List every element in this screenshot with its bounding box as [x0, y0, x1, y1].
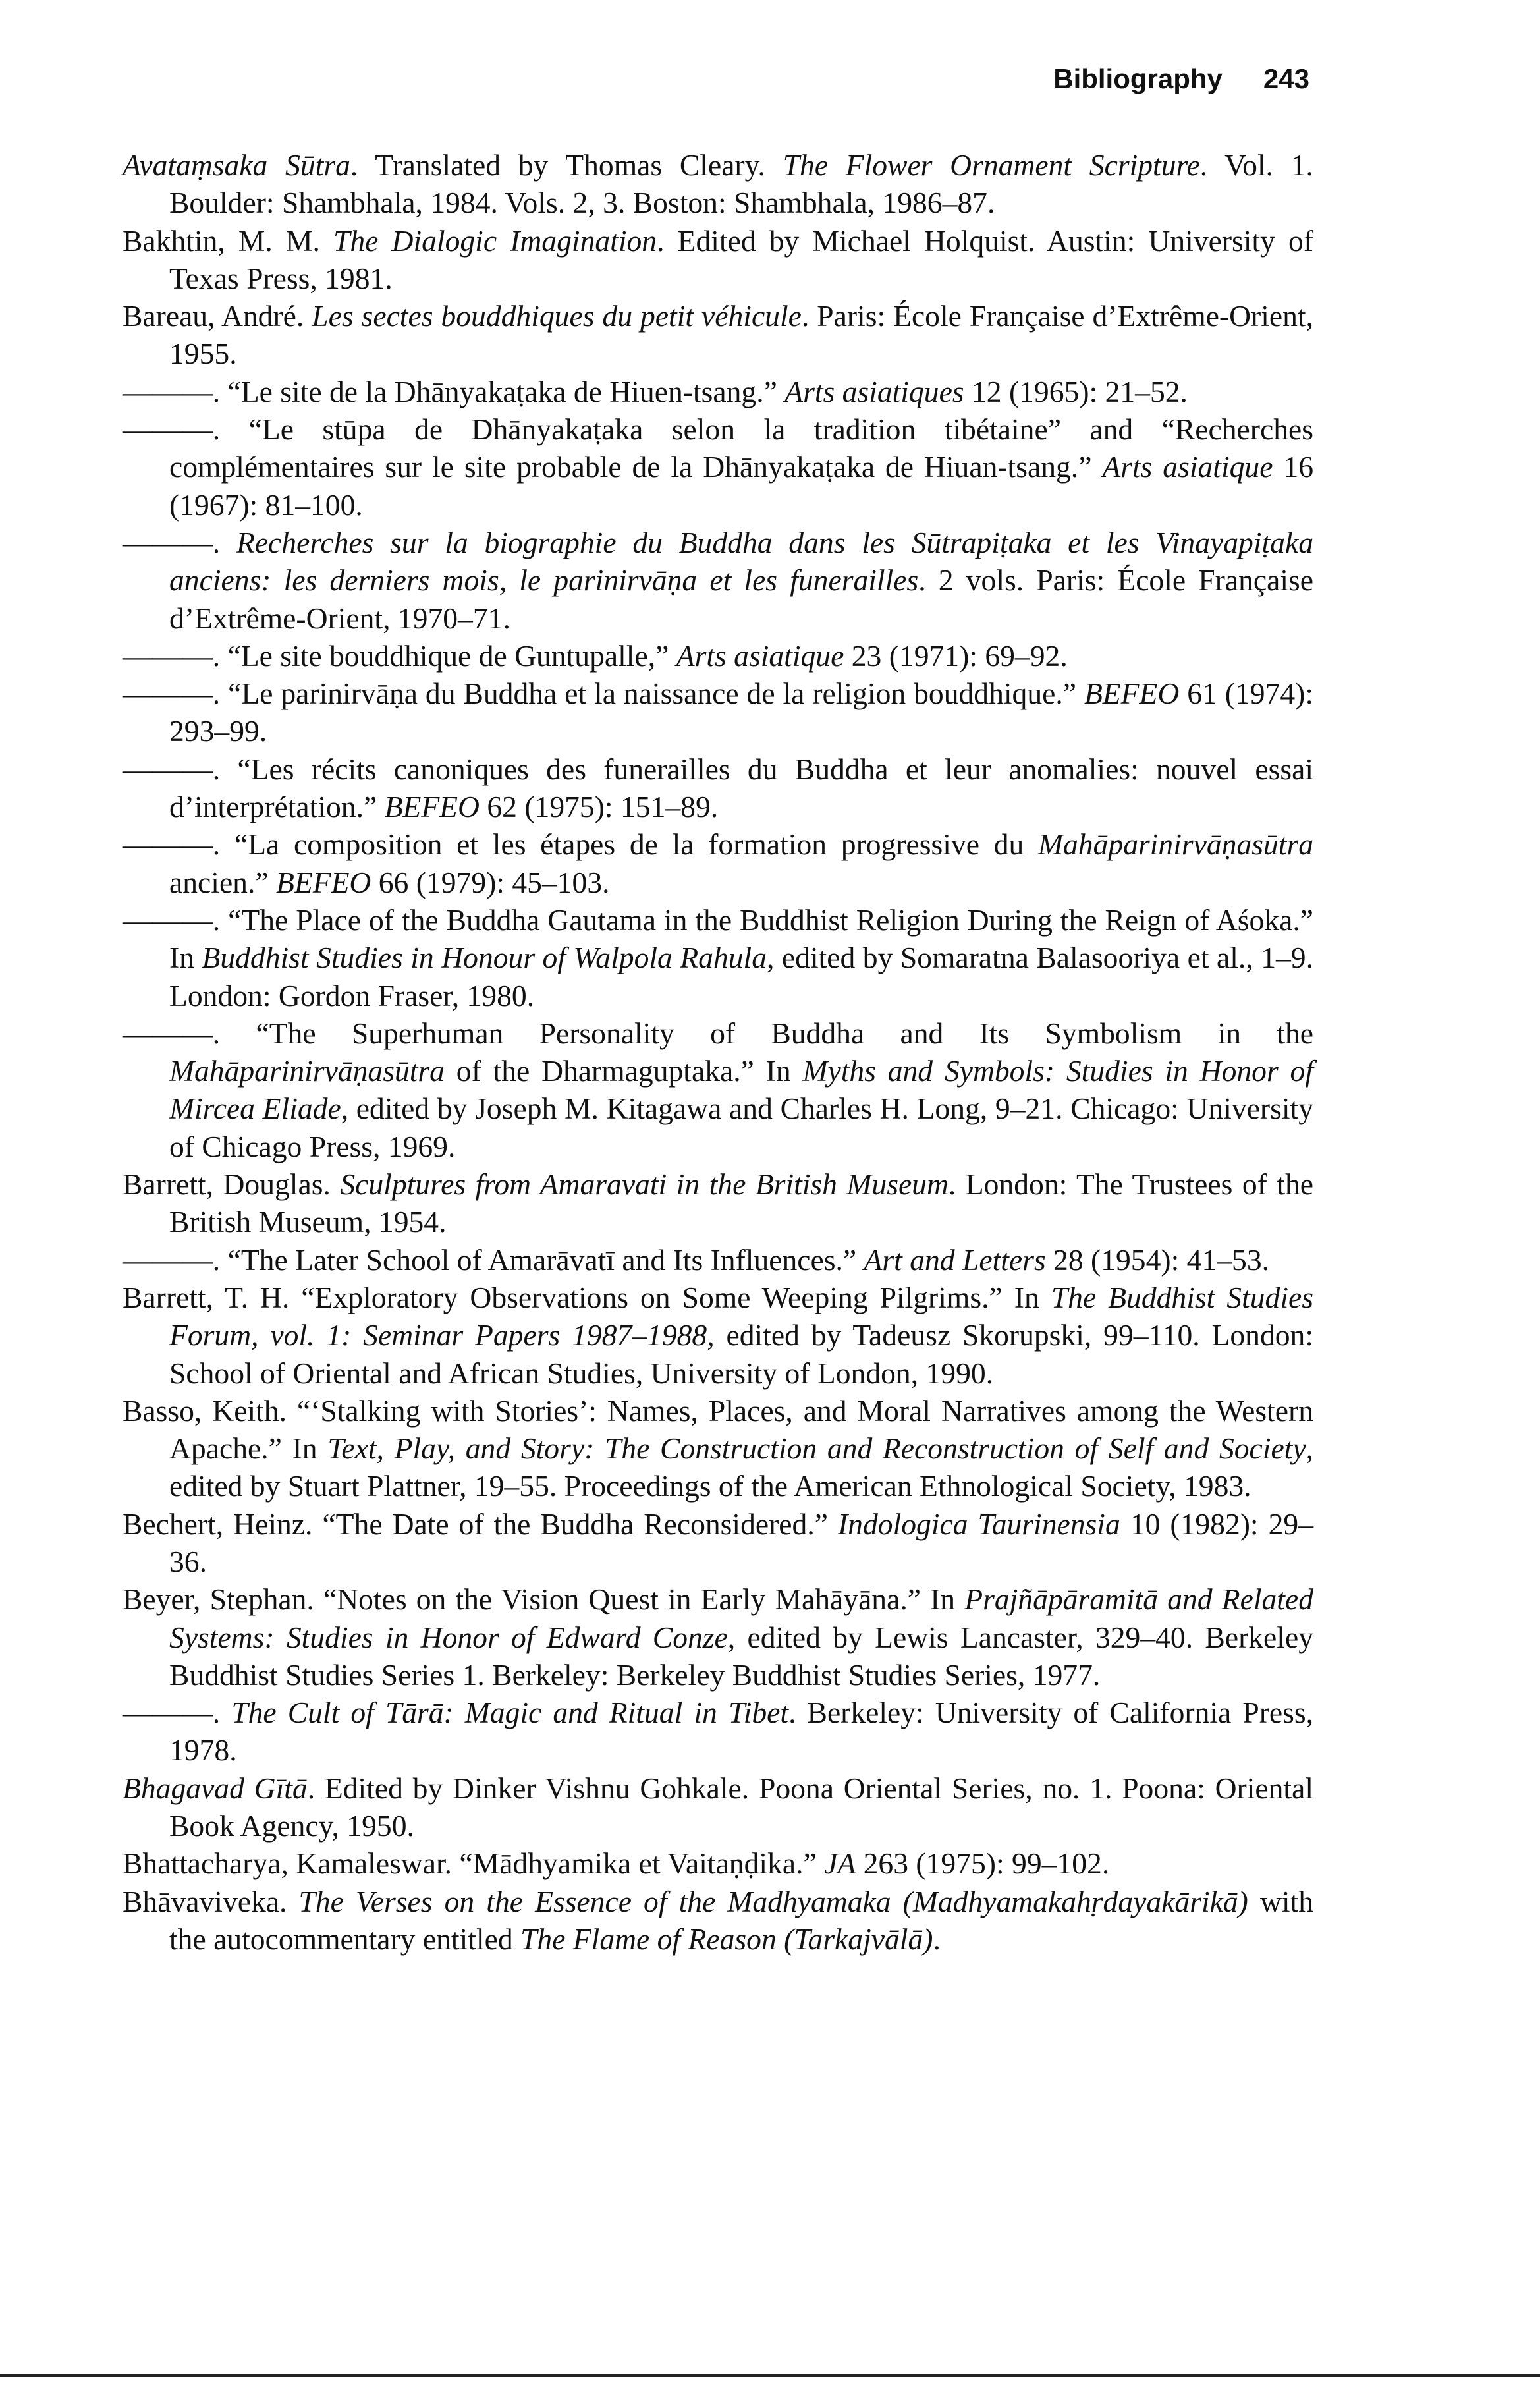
entry-text: Barrett, T. H. “Exploratory Observations on Some Weeping Pilgrims.” In [123, 1280, 1051, 1314]
entry-text: 28 (1954): 41–53. [1045, 1242, 1270, 1277]
entry-text: ———. “Le site de la Dhānyakaṭaka de Hiuen-tsang.” [123, 374, 785, 408]
entry-text: ———. “The Later School of Amarāvatī and Its Influences.” [123, 1242, 864, 1277]
entry-title-italic: The Verses on the Essence of the Madhyamaka (Madhyamakahṛdayakārikā) [298, 1884, 1248, 1918]
entry-text: Bareau, André. [123, 299, 312, 333]
entry-title-italic: Avataṃsaka Sūtra [123, 148, 350, 182]
entry-title-italic: Les sectes bouddhiques du petit véhicule [312, 299, 802, 333]
entry-title-italic: Bhagavad Gītā [123, 1771, 308, 1805]
entry-title-italic: The Flower Ornament Scripture [783, 148, 1200, 182]
bibliography-entry [123, 373, 1313, 410]
entry-title-italic: Recherches sur la biographie du Buddha dans les Sūtrapiṭaka et les Vinayapiṭaka anciens: les derniers mois, le parinirvāṇa et les funerailles [169, 525, 1314, 597]
entry-text: Bechert, Heinz. “The Date of the Buddha Reconsidered.” [123, 1507, 838, 1541]
entry-text: ———. [123, 1696, 232, 1730]
entry-text: ancien.” [169, 865, 277, 899]
bibliography-entry [123, 1505, 1313, 1581]
bibliography-entry [123, 1580, 1313, 1694]
bibliography-entry [123, 297, 1313, 373]
entry-text: 66 (1979): 45–103. [371, 865, 610, 899]
entry-text: . London: The Trustees of the British Museum, 1954. [169, 1167, 1313, 1239]
entry-text: , edited by Tadeusz Skorupski, 99–110. London: School of Oriental and African Studies, University of London, 1990. [169, 1318, 1314, 1390]
entry-text: , edited by Joseph M. Kitagawa and Charles H. Long, 9–21. Chicago: University of Chicago Press, 1969. [169, 1092, 1313, 1163]
entry-text: ———. “The Superhuman Personality of Buddha and Its Symbolism in the [123, 1016, 1313, 1050]
entry-text: . [933, 1922, 941, 1956]
bibliography-entry [123, 675, 1313, 750]
entry-text: , edited by Somaratna Balasooriya et al., 1–9. London: Gordon Fraser, 1980. [169, 941, 1313, 1013]
entry-title-italic: The Flame of Reason (Tarkajvālā) [520, 1922, 933, 1956]
entry-text: 263 (1975): 99–102. [856, 1846, 1110, 1881]
bibliography-entry [123, 222, 1313, 298]
running-header-title: Bibliography [1053, 63, 1223, 94]
page-number: 243 [1263, 63, 1309, 94]
bibliography-entry [123, 1279, 1313, 1392]
entry-title-italic: Prajñāpāramitā and Related Systems: Studies in Honor of Edward Conze [169, 1582, 1313, 1654]
entry-title-italic: Mahāparinirvāṇasūtra [1038, 827, 1313, 862]
entry-text: of the Dharmaguptaka.” In [444, 1054, 803, 1088]
entry-text: 62 (1975): 151–89. [479, 790, 719, 824]
entry-text: Bhattacharya, Kamaleswar. “Mādhyamika et Vaitaṇḍika.” [123, 1846, 825, 1881]
entry-text: . Edited by Michael Holquist. Austin: University of Texas Press, 1981. [169, 223, 1314, 295]
bibliography-entry [123, 1014, 1313, 1165]
entry-text: 23 (1971): 69–92. [844, 638, 1068, 673]
bibliography-entry [123, 637, 1313, 675]
entry-text: 10 (1982): 29–36. [169, 1507, 1314, 1578]
bibliography-entry [123, 410, 1313, 524]
entry-title-italic: Myths and Symbols: Studies in Honor of Mircea Eliade [169, 1054, 1313, 1126]
entry-title-italic: Arts asiatiques [784, 374, 964, 408]
scan-edge-rule [0, 2374, 1540, 2377]
entry-title-italic: Indologica Taurinensia [838, 1507, 1120, 1541]
entry-title-italic: JA [824, 1846, 856, 1881]
bibliography-entry [123, 1694, 1313, 1769]
bibliography-entry [123, 750, 1313, 826]
entry-title-italic: Art and Letters [864, 1242, 1046, 1277]
entry-text: . Vol. 1. Boulder: Shambhala, 1984. Vols. 2, 3. Boston: Shambhala, 1986–87. [169, 148, 1313, 220]
entry-title-italic: Buddhist Studies in Honour of Walpola Rahula [202, 941, 767, 975]
entry-text: ———. “The Place of the Buddha Gautama in the Buddhist Religion During the Reign of Aśoka.” In [123, 902, 1313, 975]
entry-text: 16 (1967): 81–100. [169, 450, 1313, 522]
bibliography-list [123, 146, 1313, 1958]
entry-text: 12 (1965): 21–52. [964, 374, 1188, 408]
entry-title-italic: BEFEO [1084, 677, 1180, 711]
bibliography-entry [123, 825, 1313, 901]
entry-text: with the autocommentary entitled [169, 1884, 1314, 1956]
bibliography-entry [123, 1845, 1313, 1882]
entry-text: Basso, Keith. “‘Stalking with Stories’: Names, Places, and Moral Narratives among the Western Apache.” In [123, 1393, 1313, 1466]
entry-text: Barrett, Douglas. [123, 1167, 341, 1202]
bibliography-entry [123, 1392, 1313, 1505]
entry-text: . Paris: École Française d’Extrême-Orient, 1955. [169, 299, 1313, 371]
entry-title-italic: Arts asiatique [676, 638, 844, 673]
bibliography-entry [123, 901, 1313, 1014]
entry-text: , edited by Lewis Lancaster, 329–40. Berkeley Buddhist Studies Series 1. Berkeley: Berkeley Buddhist Studies Series, 1977. [169, 1620, 1313, 1692]
entry-text: ———. “Les récits canoniques des funerailles du Buddha et leur anomalies: nouvel essai d’interprétation.” [123, 752, 1313, 824]
entry-text: Bhāvaviveka. [123, 1884, 299, 1918]
entry-text: . Edited by Dinker Vishnu Gohkale. Poona Oriental Series, no. 1. Poona: Oriental Book Agency, 1950. [169, 1771, 1314, 1843]
entry-title-italic: Sculptures from Amaravati in the British Museum [340, 1167, 949, 1202]
bibliography-entry [123, 1769, 1313, 1845]
entry-title-italic: BEFEO [276, 865, 371, 899]
entry-text: . Translated by Thomas Cleary. [350, 148, 783, 182]
bibliography-entry [123, 1241, 1313, 1279]
entry-title-italic: BEFEO [384, 790, 480, 824]
entry-title-italic: Text, Play, and Story: The Construction and Reconstruction of Self and Society [327, 1431, 1306, 1466]
entry-title-italic: The Cult of Tārā: Magic and Ritual in Tibet [231, 1696, 789, 1730]
entry-title-italic: Arts asiatique [1102, 450, 1273, 484]
bibliography-entry [123, 1883, 1313, 1958]
bibliography-entry [123, 146, 1313, 222]
bibliography-entry [123, 1165, 1313, 1241]
entry-text: ———. “La composition et les étapes de la formation progressive du [123, 827, 1039, 862]
entry-title-italic: The Dialogic Imagination [333, 223, 657, 258]
entry-text: ———. [123, 525, 236, 559]
entry-text: ———. “Le site bouddhique de Guntupalle,” [123, 638, 676, 673]
entry-text: Beyer, Stephan. “Notes on the Vision Quest in Early Mahāyāna.” In [123, 1582, 965, 1617]
entry-text: ———. “Le stūpa de Dhānyakaṭaka selon la tradition tibétaine” and “Recherches complémentaires sur le site probable de la Dhānyakaṭaka de Hiuan-tsang.” [123, 412, 1313, 484]
entry-title-italic: Mahāparinirvāṇasūtra [169, 1054, 445, 1088]
entry-text: . 2 vols. Paris: École Française d’Extrême-Orient, 1970–71. [169, 563, 1313, 635]
entry-text: Bakhtin, M. M. [123, 223, 334, 258]
entry-text: ———. “Le parinirvāṇa du Buddha et la naissance de la religion bouddhique.” [123, 677, 1084, 711]
bibliography-entry [123, 524, 1313, 637]
entry-title-italic: The Buddhist Studies Forum, vol. 1: Seminar Papers 1987–1988 [169, 1280, 1313, 1352]
entry-text: 61 (1974): 293–99. [169, 677, 1313, 748]
entry-text: , edited by Stuart Plattner, 19–55. Proceedings of the American Ethnological Society, 1983. [169, 1431, 1313, 1503]
entry-text: . Berkeley: University of California Press, 1978. [169, 1696, 1314, 1767]
running-header [1053, 63, 1309, 95]
